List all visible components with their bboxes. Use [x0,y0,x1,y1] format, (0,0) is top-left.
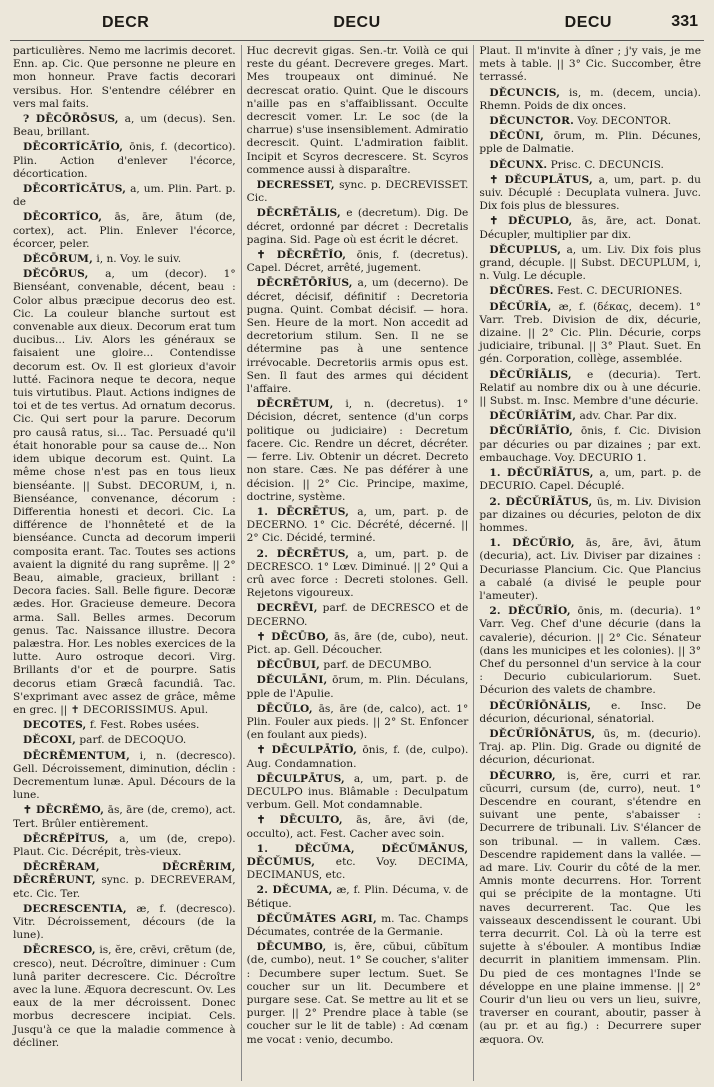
entry-definition: a, um. Liv. Dix fois plus grand, décuple. || Subst. DECUPLUM, i, n. Vulg. Le décuple. [479,243,701,283]
dictionary-entry [247,659,469,672]
entry-definition: a, um (decus). Sen. Beau, brillant. [13,113,236,139]
entry-definition: f. Fest. Robes usées. [89,719,200,732]
entry-headword: ? DĒCŌRŌSUS, [23,113,119,126]
entry-definition: is, ĕre, curri et rar. cŭcurri, cursum (de, curro), neut. 1° Descendre en courant, s'étendre en suivant une pente, s'abaisser : Decurrere de tribunali. Liv. S'élancer de son tribunal. — in vallem. Cæs. Descendre rapidement dans la vallée. — ad mare. Liv. Courir du côté de la mer. Amnis monte decurrens. Hor. Torrent qui se précipite de la montagne. Uti naves decurrerent. Tac. Que les vaisseaux descendissent le courant. Ubi terra decurrit. Col. Là où la terre est sujette à s'ébouler. A montibus Indiæ decurrit in planitiem immensam. Plin. Du pied de ces montagnes l'Inde se développe en une plaine immense. || 2° Courir d'un lieu ou vers un lieu, suivre, traverser en courant, aboutir, passer à (au pr. et au fig.) : Decurrere super æquora. Ov. [479,769,701,1046]
entry-definition: e. Insc. De décurion, décurional, sénatorial. [479,699,701,725]
dictionary-entry [247,843,469,883]
entry-headword: DĒCRĒRAM, DĒCRĒRIM, DĒCRĒRUNT, [13,861,236,887]
entry-definition: Huc decrevit gigas. Sen.-tr. Voilà ce qui reste du géant. Decrevere greges. Mart. Mes troupeaux ont diminué. Ne decrescat oratio. Quint. Que le discours n'aille pas en s'affaiblissant. Occulte decrescit vomer. Lr. Le soc (de la charrue) s'use insensiblement. Admiratio decrescit. Quint. L'admiration faiblit. Incipit et Scyros decrescere. St. Scyros commence aussi à disparaître. [246,45,469,176]
running-header [10,6,704,41]
entry-definition: a, um, part. p. de DECURIO. Capel. Décuplé. [479,467,702,493]
entry-definition: ūs, m. (decurio). Traj. ap. Plin. Dig. Grade ou dignité de décurion, décurionat. [479,727,701,767]
entry-headword: 2. DĔCUMA, [256,884,333,897]
entry-headword: DĔCŬRĬĀTĬO, [489,425,573,438]
dictionary-entry [479,496,701,536]
dictionary-entry [13,861,236,901]
dictionary-entry [247,703,469,743]
entry-headword: ✝ DĔCUPLĀTUS, [489,173,593,186]
entry-headword: DĔCŪBUI, [256,659,321,672]
entry-definition: ōnis, m. (decuria). 1° Varr. Veg. Chef d'une décurie (dans la cavalerie), décurion. || 2° Cic. Sénateur (dans les municipes et les colonies). || 3° Chef du personnel d'un service à la cour : Decurio cubiculariorum. Suet. Décurion des valets de chambre. [479,605,701,697]
entry-definition: sync. p. DECREVERAM, etc. Cic. Ter. [13,874,236,900]
entry-definition: ās, āre, āvi, ātum (decuria), act. Liv. Diviser par dizaines : Decuriasse Plancium. Cic. Que Plancius a cabalé (a divisé le peuple pour l'ameuter). [479,537,701,602]
dictionary-entry [247,674,469,700]
entry-headword: DĔCULĀNI, [256,674,328,687]
entry-definition: is, ĕre, crēvi, crētum (de, cresco), neut. Décroître, diminuer : Cum lunâ pariter decrescere. Cic. Décroître avec la lune. Æquora decrescunt. Ov. Les eaux de la mer décroissent. Donec morbus decrescere incipiat. Cels. Jusqu'à ce que la maladie commence à décliner. [13,944,236,1049]
dictionary-entry [13,734,236,747]
entry-headword: DĔCŌRUS, [23,268,89,281]
dictionary-entry [479,770,701,1047]
dictionary-entry [247,207,469,247]
entry-definition: a, um (decerno). De décret, décisif, définitif : Decretoria pugna. Quint. Combat décisif. — hora. Sen. Heure de la mort. Non accedit ad decretorium stilum. Sen. Il ne se détermine pas à une sentence irrévocable. Decretoriis armis opus est. Sen. Il faut des armes qui décident l'affaire. [246,277,469,396]
entry-headword: DECRESSET, [256,179,335,192]
dictionary-entry [13,141,236,181]
entry-headword: 1. DĔCŬRĬO, [489,537,575,550]
entry-headword: DĒCRĔPĬTUS, [23,832,109,845]
entry-headword: DĒCRESCO, [23,944,96,957]
entry-headword: ✝ DĒCULPĀTĬO, [256,744,357,757]
dictionary-entry [13,833,236,859]
column-1 [8,45,241,1081]
entry-headword: 2. DĔCŬRĬO, [489,605,571,618]
entry-definition: m. Tac. Champs Décumates, contrée de la Germanie. [246,912,469,938]
dictionary-entry [247,398,469,504]
entry-headword: DĔCŬRĬĀLIS, [489,368,572,381]
dictionary-entry [13,268,236,717]
dictionary-entry [13,750,236,803]
dictionary-entry [13,804,236,830]
dictionary-entry [13,719,236,732]
entry-headword: DECOTES, [23,719,87,732]
entry-definition: adv. Char. Par dix. [579,410,677,423]
dictionary-entry [479,130,701,156]
entry-headword: DĔCŬRĬĀTĬM, [489,410,577,423]
entry-headword: DĔCŪNI, [489,130,544,143]
entry-headword: DĒCORTĬCĀTĬO, [23,141,124,154]
entry-definition: Voy. DECONTOR. [577,115,672,128]
entry-definition: ōnis, f. (decretus). Capel. Décret, arrêté, jugement. [246,249,469,275]
entry-headword: DĔCŬRĬŌNĀLIS, [489,699,592,712]
dictionary-entry [479,605,701,697]
dictionary-entry [247,884,469,910]
header-center-word: DECU [333,14,381,31]
entry-headword: DĒCUMBO, [256,941,327,954]
entry-definition: ās, āre (de, calco), act. 1° Plin. Fouler aux pieds. || 2° St. Enfoncer (en foulant aux pieds). [246,702,469,742]
entry-definition: ōnis, f. (de, culpo). Aug. Condamnation. [246,744,469,770]
dictionary-entry [479,159,701,172]
entry-headword: 1. DĔCŬMA, DĔCŬMĀNUS, DĔCŬMUS, [246,842,469,868]
entry-headword: DĔCUNCIS, [489,86,561,99]
dictionary-entry [247,744,469,770]
dictionary-entry [247,631,469,657]
entry-headword: DECRESCENTIA, [23,902,127,915]
entry-definition: ās, āre (de, cremo), act. Tert. Brûler entièrement. [13,804,236,830]
dictionary-entry [479,174,701,214]
entry-headword: DĔCUNCTOR. [489,115,574,128]
entry-definition: ōrum, m. Plin. Décunes, pple de Dalmatie. [479,130,702,156]
entry-definition: parf. de DECRESCO et de DECERNO. [246,602,469,628]
entry-definition: æ, f. Plin. Décuma, v. de Bétique. [246,884,469,910]
entry-definition: æ, f. (decresco). Vitr. Décroissement, décours (de la lune). [13,902,236,942]
dictionary-entry [13,211,236,251]
dictionary-entry [479,301,701,367]
entry-definition: parf. de DECUMBO. [323,659,432,672]
dictionary-entry [247,814,469,840]
dictionary-entry [13,183,236,209]
dictionary-entry [247,179,469,205]
entry-definition: a, um. Plin. Part. p. de [13,183,236,209]
dictionary-entry [479,410,701,423]
dictionary-entry [13,944,236,1050]
entry-headword: DĔCOXI, [23,734,76,747]
entry-headword: DĔCŬRĬA, [489,300,552,313]
entry-definition: ōnis, f. Cic. Division par décuries ou par dizaines ; par ext. embauchage. Voy. DECURIO 1. [479,425,701,464]
entry-headword: 1. DĔCŬRĬĀTUS, [489,467,594,480]
entry-headword: DĔCŪRES. [489,285,554,298]
entry-headword: ✝ DĔCUPLO, [489,215,573,228]
entry-headword: ✝ DĒCRĔMO, [23,804,105,817]
dictionary-entry [13,113,236,139]
dictionary-entry [247,45,469,177]
entry-headword: DĒCORTĬCO, [23,211,103,224]
entry-definition: ūs, m. Liv. Division par dizaines ou décuries, peloton de dix hommes. [479,495,701,534]
entry-definition: a, um, part. p. de DECRESCO. 1° Lœv. Diminué. || 2° Qui a crû avec force : Decreti stolones. Gell. Rejetons vigoureux. [246,547,469,600]
dictionary-entry [479,369,701,409]
entry-definition: is, m. (decem, uncia). Rhemn. Poids de dix onces. [479,86,701,112]
dictionary-entry [479,87,701,113]
dictionary-entry [479,537,701,603]
dictionary-entry [479,215,701,241]
entry-definition: i, n. Voy. le suiv. [96,253,182,266]
entry-headword: DĒCORTĬCĀTUS, [23,183,127,196]
entry-definition: ās, āre, āvi (de, occulto), act. Fest. Cacher avec soin. [246,814,469,840]
dictionary-entry [479,467,701,493]
column-2 [241,45,474,1081]
dictionary-entry [247,277,469,396]
entry-headword: DĒCRĒTUM, [256,398,334,411]
entry-definition: Prisc. C. DECUNCIS. [550,158,664,171]
entry-headword: DĔCŬMĀTES AGRI, [256,912,377,925]
entry-definition: a, um (de, crepo). Plaut. Cic. Décrépit, très-vieux. [13,832,236,858]
entry-definition: particulières. Nemo me lacrimis decoret. Enn. ap. Cic. Que personne ne pleure en mon honneur. Prave factis decorari versibus. Hor. S'entendre célébrer en vers mal faits. [13,45,236,110]
entry-definition: is, ĕre, cŭbui, cŭbĭtum (de, cumbo), neut. 1° Se coucher, s'aliter : Decumbere super lectum. Suet. Se coucher sur un lit. Decumbere et purgare sese. Cat. Se mettre au lit et se purger. || 2° Prendre place à table (se coucher sur le lit de table) : Ad cœnam me vocat : venio, decumbo. [246,941,469,1046]
dictionary-entry [247,548,469,601]
entry-headword: 1. DĒCRĒTUS, [256,505,350,518]
entry-headword: DĔCUNX. [489,158,548,171]
entry-definition: ās, āre (de, cubo), neut. Pict. ap. Gell. Découcher. [246,630,469,656]
dictionary-entry [479,700,701,726]
entry-definition: Fest. C. DECURIONES. [557,285,683,298]
entry-definition: Plaut. Il m'invite à dîner ; j'y vais, je me mets à table. || 3° Cic. Succomber, être terrassé. [479,45,701,84]
dictionary-entry [247,941,469,1047]
entry-definition: parf. de DECOQUO. [79,734,187,747]
entry-headword: ✝ DĒCŪBO, [256,630,330,643]
entry-headword: DĔCUPLUS, [489,243,562,256]
dictionary-entry [247,773,469,813]
dictionary-entry [479,45,701,85]
entry-definition: e (decretum). Dig. De décret, ordonné par décret : Decretalis pagina. Sid. Page où est écrit le décret. [246,207,469,246]
entry-definition: a, um, part. p. de DECULPO inus. Blâmable : Deculpatum verbum. Gell. Mot condamnable. [246,772,469,812]
entry-definition: sync. p. DECREVISSET. Cic. [246,179,469,205]
entry-definition: i, n. (decresco). Gell. Décroissement, diminution, déclin : Decrementum lunæ. Apul. Décours de la lune. [13,749,236,802]
dictionary-entry [479,244,701,284]
dictionary-entry [479,285,701,298]
entry-headword: DĔCŌRUM, [23,253,93,266]
dictionary-entry [247,602,469,628]
entry-headword: DĒCRĒTŌRĬUS, [256,277,353,290]
entry-headword: DĒCULPĀTUS, [256,772,345,785]
entry-definition: a, um (decor). 1° Bienséant, convenable, décent, beau : Color albus præcipue decorus deo est. Cic. La couleur blanche surtout est convenable aux dieux. Decorum erat tum ducibus... Liv. Alors les généraux se faisaient une gloire... Contendisse decorum est. Ov. Il est glorieux d'avoir lutté. Facinora neque te decora, neque tuis virtutibus. Plaut. Actions indignes de toi et de tes vertus. Ad ornatum decorus. Cic. Qui sert pour la parure. Decorum pro causâ ratus, si... Tac. Persuadé qu'il était honorable pour sa cause de... Non idem ubique decorum est. Quint. La même chose n'est pas en tous lieux bienséante. || Subst. DECORUM, i, n. Bienséance, convenance, décorum : Differentia honesti et decori. Cic. La différence de l'honnêteté et de la bienséance. Cuncta ad decorum imperii composita erant. Tac. Toutes ses actions avaient la dignité du rang suprême. || 2° Beau, aimable, gracieux, brillant : Decora facies. Sall. Belle figure. Decoræ ædes. Hor. Gracieuse demeure. Decora arma. Sall. Belles armes. Decorum genus. Tac. Naissance illustre. Decora palæstra. Hor. Les nobles exercices de la lutte. Auro ostroque decori. Virg. Brillants d'or et de pourpre. Satis decorus etiam Græcâ facundiâ. Tac. S'exprimant avec assez de grâce, même en grec. || ✝ DECORISSIMUS. Apul. [13,268,236,716]
entry-definition: ōrum, m. Plin. Déculans, pple de l'Apulie. [246,674,469,700]
entry-headword: DĒCRĒMENTUM, [23,749,130,762]
dictionary-entry [13,903,236,943]
entry-definition: etc. Voy. DECIMA, DECIMANUS, etc. [246,855,469,882]
dictionary-entry [247,249,469,275]
entry-headword: DĔCURRO, [489,769,556,782]
dictionary-entry [479,425,701,465]
entry-headword: 2. DĒCRĒTUS, [256,547,350,560]
entry-definition: ōnis, f. (decortico). Plin. Action d'enlever l'écorce, décortication. [13,141,236,180]
entry-headword: DĒCŬLO, [256,702,313,715]
entry-definition: a, um, part. p. du suiv. Décuplé : Decuplata vulnera. Juvc. Dix fois plus de blessures. [479,173,702,213]
dictionary-entry [13,253,236,266]
dictionary-entry [479,115,701,128]
header-left-word: DECR [101,14,150,31]
header-right-word: DECU [564,14,612,31]
dictionary-entry [13,45,236,111]
entry-headword: DĒCRĒTĀLIS, [256,207,341,220]
entry-definition: e (decuria). Tert. Relatif au nombre dix ou à une décurie. || Subst. m. Insc. Membre d'une décurie. [479,368,701,408]
entry-definition: ās, āre, act. Donat. Décupler, multiplier par dix. [479,215,701,241]
entry-headword: 2. DĔCŬRĬĀTUS, [489,495,593,508]
entry-headword: ✝ DĒCULTO, [256,814,343,827]
columns [8,45,706,1081]
entry-definition: æ, f. (δέκας, decem). 1° Varr. Treb. Division de dix, décurie, dizaine. || 2° Cic. Plin. Décurie, corps judiciaire, tribunal. || 3° Plaut. Suet. En gén. Corporation, collège, assemblée. [479,300,701,366]
entry-headword: ✝ DĒCRĒTĬO, [256,249,347,262]
entry-definition: i, n. (decretus). 1° Décision, décret, sentence (d'un corps politique ou judiciaire) : Decretum facere. Cic. Rendre un décret, décréter. — ferre. Liv. Obtenir un décret. Decreto non stare. Cæs. Ne pas déférer à une décision. || 2° Cic. Principe, maxime, doctrine, système. [246,398,469,503]
column-3 [473,45,706,1081]
entry-headword: DECRĒVI, [256,602,318,615]
entry-headword: DĔCŬRĬŌNĀTUS, [489,727,596,740]
dictionary-entry [247,506,469,546]
dictionary-entry [247,913,469,939]
entry-definition: a, um, part. p. de DECERNO. 1° Cic. Décrété, décerné. || 2° Cic. Décidé, terminé. [246,505,469,545]
entry-definition: ās, āre, ātum (de, cortex), act. Plin. Enlever l'écorce, écorcer, peler. [13,211,236,250]
page-number: 331 [671,13,698,30]
dictionary-entry [479,728,701,768]
